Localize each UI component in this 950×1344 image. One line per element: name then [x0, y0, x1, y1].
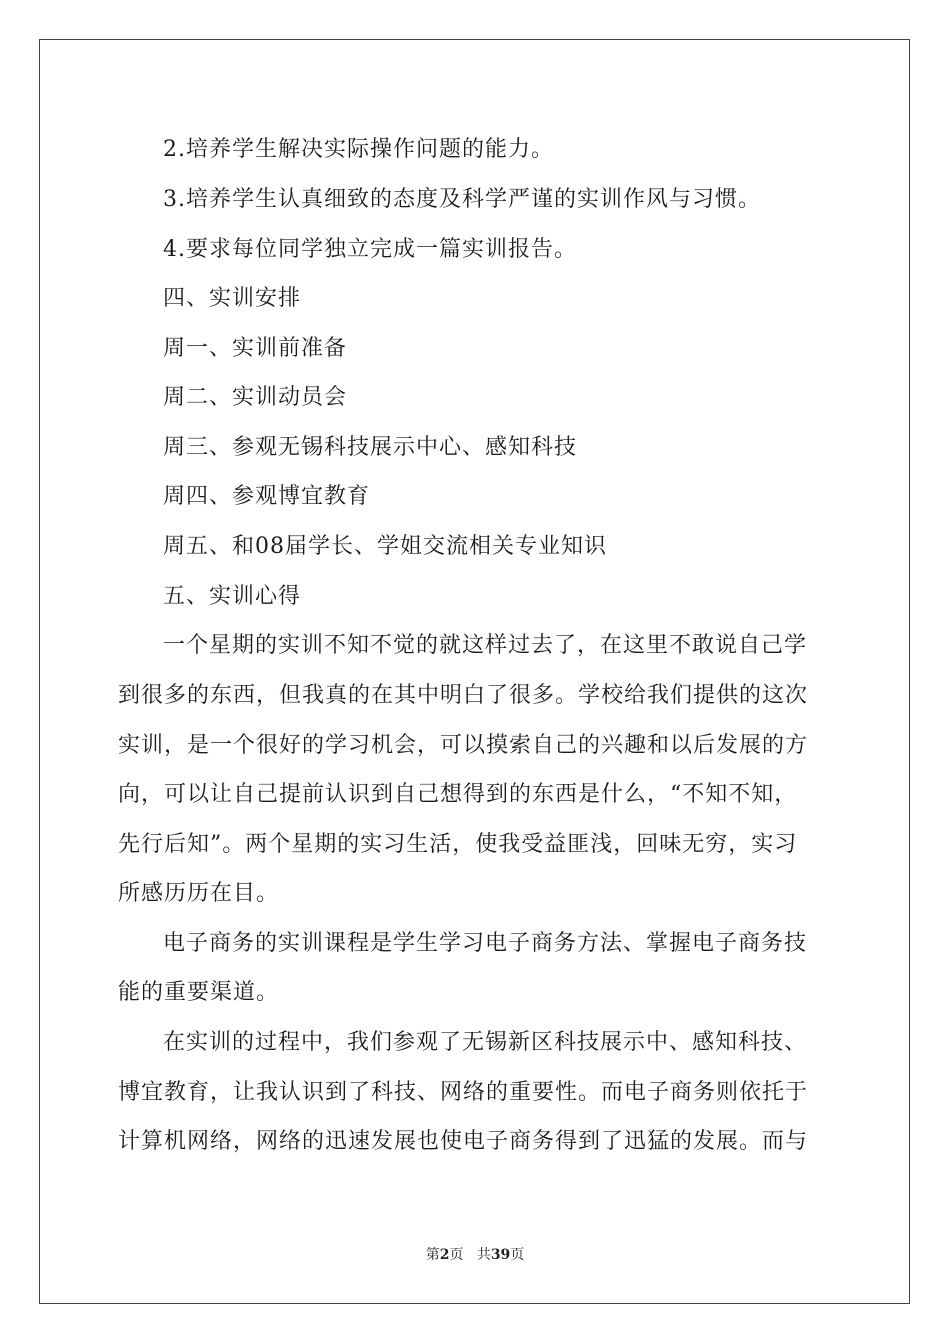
total-prefix: 共: [476, 1247, 491, 1263]
paragraph-line: 在实训的过程中，我们参观了无锡新区科技展示中、感知科技、: [163, 1030, 808, 1055]
objective-4: 4.要求每位同学独立完成一篇实训报告。: [163, 237, 577, 262]
paragraph-line: 到很多的东西，但我真的在其中明白了很多。学校给我们提供的这次: [118, 683, 809, 708]
total-suffix: 页: [510, 1247, 525, 1263]
schedule-tuesday: 周二、实训动员会: [163, 385, 348, 410]
paragraph-line: 能的重要渠道。: [118, 980, 280, 1005]
page-border: [39, 39, 910, 1304]
paragraph-line: 所感历历在目。: [118, 881, 280, 906]
paragraph-line: 博宜教育，让我认识到了科技、网络的重要性。而电子商务则依托于: [118, 1080, 809, 1105]
page-number: 2: [439, 1247, 450, 1263]
total-pages: 39: [490, 1247, 511, 1263]
paragraph-line: 计算机网络，网络的迅速发展也使电子商务得到了迅猛的发展。而与: [118, 1129, 809, 1154]
paragraph-line: 一个星期的实训不知不觉的就这样过去了，在这里不敢说自己学: [163, 633, 808, 658]
schedule-wednesday: 周三、参观无锡科技展示中心、感知科技: [163, 435, 578, 460]
section-heading-schedule: 四、实训安排: [163, 286, 302, 311]
paragraph-line: 先行后知”。两个星期的实习生活，使我受益匪浅，回味无穷，实习: [118, 832, 798, 857]
objective-3: 3.培养学生认真细致的态度及科学严谨的实训作风与习惯。: [163, 187, 761, 212]
page-footer: [0, 1246, 950, 1264]
page-suffix: 页: [449, 1247, 464, 1263]
objective-2: 2.培养学生解决实际操作问题的能力。: [163, 137, 554, 162]
schedule-thursday: 周四、参观博宜教育: [163, 484, 371, 509]
paragraph-line: 向，可以让自己提前认识到自己想得到的东西是什么，“不知不知，: [118, 782, 798, 807]
schedule-monday: 周一、实训前准备: [163, 336, 348, 361]
paragraph-line: 电子商务的实训课程是学生学习电子商务方法、掌握电子商务技: [163, 931, 808, 956]
section-heading-reflection: 五、实训心得: [163, 584, 302, 609]
schedule-friday: 周五、和08届学长、学姐交流相关专业知识: [163, 534, 607, 559]
page-prefix: 第: [425, 1247, 440, 1263]
paragraph-line: 实训，是一个很好的学习机会，可以摸索自己的兴趣和以后发展的方: [118, 733, 809, 758]
